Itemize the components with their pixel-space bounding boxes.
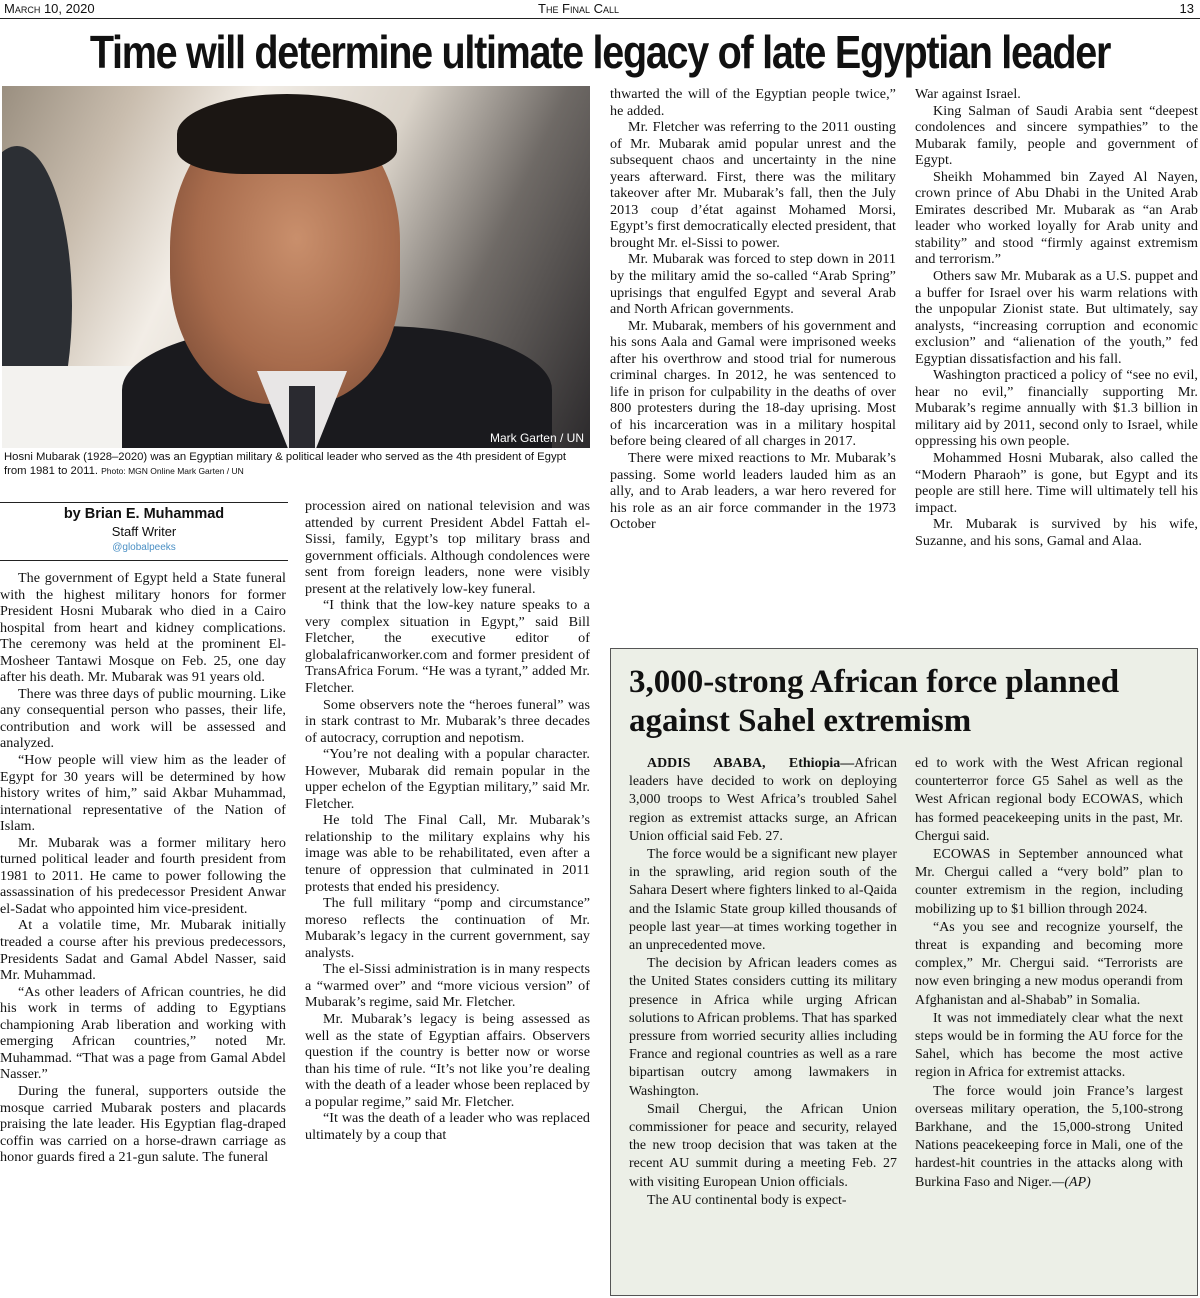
sidebar-story [610,648,1198,1296]
author-name: by Brian E. Muhammad [63,506,225,522]
page-number: 13 [1179,1,1194,16]
paragraph: “How people will view him as the leader of Egypt for 30 years will be determined by how history writes of him,” said Akbar Muhammad, international representative of the Nation of Islam. [0,752,286,835]
sidebar-column-2 [915,755,1183,1192]
paragraph: Mr. Mubarak was forced to step down in 2011 by the military amid the so-called “Arab Spring” uprisings that engulfed Egypt and several Arab and North African governments. [610,251,896,318]
paragraph: He told The Final Call, Mr. Mubarak’s relationship to the military explains why his image was able to be rehabilitated, even after a tenure of oppression that culminated in 2011 protests that ended his presidency. [305,812,590,895]
paragraph: Some observers note the “heroes funeral” was in stark contrast to Mr. Mubarak’s three decades of autocracy, corruption and nepotism. [305,696,590,746]
paragraph: During the funeral, supporters outside the mosque carried Mubarak posters and placards praising the late leader. His Egyptian flag-draped coffin was carried on a horse-drawn carriage as honor guards fired a 21-gun salute. The funeral [0,1082,286,1166]
paragraph: “As other leaders of African countries, he did his work in terms of adding to Egyptians championing Arab liberation and working with emerging African countries,” noted Mr. Muhammad. “That was a page from Gamal Abdel Nasser.” [0,983,286,1083]
byline [0,502,288,561]
paragraph: Sheikh Mohammed bin Zayed Al Nayen, crown prince of Abu Dhabi in the United Arab Emirates described Mr. Mubarak as “an Arab leader who worked loyally for Arab unity and stability” and stood “firmly against extremism and terrorism.” [915,168,1198,268]
paragraph: King Salman of Saudi Arabia sent “deepest condolences and sincere sympathies” to the Mubarak family, people and government of Egypt. [915,102,1198,169]
paragraph: The full military “pomp and circumstance” moreso reflects the continuation of Mr. Mubarak’s legacy in the current government, say analysts. [305,895,590,961]
caption-text: Hosni Mubarak (1928–2020) was an Egyptian military & political leader who served as the 4th president of Egypt from 1981 to 2011. [4,451,567,477]
paragraph: The government of Egypt held a State funeral with the highest military honors for former President Hosni Mubarak who died in a Cairo hospital from heart and kidney complications. The ceremony was held at the prominent El-Mosheer Tantawi Mosque on Feb. 25, one day after his death. Mr. Mubarak was 91 years old. [0,570,286,686]
paragraph: “I think that the low-key nature speaks to a very complex situation in Egypt,” said Bill Fletcher, the executive editor of globalafricanworker.com and former president of TransAfrica Forum. “He was a tyrant,” added Mr. Fletcher. [305,597,590,697]
paragraph: There were mixed reactions to Mr. Mubarak’s passing. Some world leaders lauded him as an ally, and to Arab leaders, a war hero revered for his role as an air force commander in the 1973 October [610,450,896,533]
photo-credit: Mark Garten / UN [489,431,584,445]
paragraph: Mr. Fletcher was referring to the 2011 ousting of Mr. Mubarak amid popular unrest and the subsequent chaos and uncertainty in the nine years afterward. First, there was the military takeover after Mr. Mubarak’s fall, then the July 2013 coup d’état against Mohamed Morsi, Egypt’s first democratically elected president, that brought Mr. el-Sissi to power. [610,119,896,251]
author-role: Staff Writer [111,524,177,539]
mubarak-photo [2,86,590,448]
paragraph: Mr. Mubarak was a former military hero turned political leader and fourth president from 1981 to 2011. He came to power following the assassination of his predecessor President Anwar el-Sadat who appointed him vice-president. [0,834,286,917]
paragraph: Mr. Mubarak is survived by his wife, Suzanne, and his sons, Gamal and Alaa. [915,516,1198,549]
paragraph: procession aired on national television and was attended by current President Abdel Fattah el-Sissi, family, Egypt’s top military brass and government officials. Although condolences were sent from foreign leaders, none were visibly present at the relatively low-key funeral. [305,498,590,597]
sidebar-column-1 [629,755,897,1210]
paragraph: The force would be a significant new player in the sprawling, arid region south of the Sahara Desert where fighters linked to al-Qaida and the Islamic State group killed thousands of people last year—at times working together in an unprecedented move. [629,847,897,954]
paragraph: “It was the death of a leader who was replaced ultimately by a coup that [305,1110,590,1143]
sidebar-headline: 3,000-strong African force planned against Sahel extremism [629,664,1120,739]
paragraph: “You’re not dealing with a popular character. However, Mubarak did remain popular in the upper echelon of the Egyptian military,” said Mr. Fletcher. [305,746,590,812]
caption-credit: Photo: MGN Online Mark Garten / UN [101,466,244,476]
paragraph: ECOWAS in September announced what Mr. Chergui called a “very bold” plan to counter extremism in the region, including mobilizing up to $1 billion through 2024. [915,847,1183,917]
paragraph: thwarted the will of the Egyptian people twice,” he added. [610,86,896,119]
article-column-1 [0,570,286,1166]
signoff: —(AP) [1051,1174,1091,1190]
article-column-2 [305,498,590,1143]
paper-name: The Final Call [538,1,620,16]
paragraph: ed to work with the West African regional counterterror force G5 Sahel as well as the West African regional body ECOWAS, which has formed peacekeeping units in the past, Mr. Chergui said. [915,756,1183,844]
paragraph-text: The force would join France’s largest overseas military operation, the 5,100-strong Barkhane, and the 15,000-strong United Nations peacekeeping force in Mali, one of the hardest-hit countries in the attacks along with Burkina Faso and Niger. [915,1083,1183,1190]
article-column-4 [915,86,1198,549]
paragraph: The decision by African leaders comes as the United States considers cutting its military presence in Africa while urging African solutions to African problems. That has sparked pressure from worried security allies including France and regional countries as well as a rare bipartisan outcry among lawmakers in Washington. [629,956,897,1099]
paragraph: Smail Chergui, the African Union commissioner for peace and security, relayed the new troop decision that was taken at the recent AU summit during a meeting Feb. 27 with visiting European Union officials. [629,1101,897,1190]
paragraph [629,755,897,846]
article-column-3 [610,86,896,533]
page-header [0,0,1200,19]
dateline: ADDIS ABABA, Ethiopia— [647,756,855,771]
paragraph: Washington practiced a policy of “see no evil, hear no evil,” financially supporting Mr. Mubarak’s regime annually with $1.3 billion in military aid by 2011, second only to Israel, while oppressing his own people. [915,367,1198,450]
author-handle[interactable]: @globalpeeks [112,542,176,553]
photo-caption [4,450,590,478]
paragraph: “As you see and recognize yourself, the threat is expanding and becoming more complex,” Mr. Chergui said. “Terrorists are now even bringing a new modus operandi from Afghanistan and al-Shabab” in Somalia. [915,919,1183,1008]
paragraph [915,1083,1183,1192]
paragraph-text: African leaders have decided to work on deploying 3,000 troops to West Africa’s troubled Sahel region as extremist attacks surge, an African Union official said Feb. 27. [629,756,897,844]
main-headline: Time will determine ultimate legacy of late Egyptian leader [89,26,1111,78]
issue-date: March 10, 2020 [4,1,95,16]
paragraph: It was not immediately clear what the next steps would be in forming the AU force for the Sahel, which has become the most active region in Africa for extremist attacks. [915,1010,1183,1081]
paragraph: The el-Sissi administration is in many respects a “warmed over” and “more vicious version” of Mubarak’s regime, said Mr. Fletcher. [305,961,590,1011]
paragraph: War against Israel. [915,86,1021,102]
paragraph: Mr. Mubarak, members of his government and his sons Aala and Gamal were imprisoned weeks after his overthrow and stood trial for numerous criminal charges. In 2012, he was sentenced to life in prison for culpability in the deaths of over 800 protesters during the 18-day uprising. Most of his incarceration was in a military hospital before being cleared of all charges in 2017. [610,317,896,450]
paragraph: There was three days of public mourning. Like any consequential person who passes, their life, contribution and work will be assessed and analyzed. [0,685,286,752]
paragraph: Mohammed Hosni Mubarak, also called the “Modern Pharaoh” is gone, but Egypt and its people are still here. Time will ultimately tell his impact. [915,450,1198,516]
paragraph: Others saw Mr. Mubarak as a U.S. puppet and a buffer for Israel over his warm relations with the unpopular Zionist state. But ultimately, say analysts, “increasing corruption and economic exclusion” and “alienation of the youth,” fed Egyptian dissatisfaction and his fall. [915,268,1198,367]
paragraph: Mr. Mubarak’s legacy is being assessed as well as the state of Egyptian affairs. Observers question if the country is better now or worse than his time of rule. “It’s not like you’re dealing with the death of a leader whose been replaced by a popular regime,” said Mr. Fletcher. [305,1010,590,1110]
paragraph: At a volatile time, Mr. Mubarak initially treaded a course after his previous predecessors, Presidents Sadat and Gamal Abdel Nasser, said Mr. Muhammad. [0,917,286,984]
paragraph: The AU continental body is expect- [647,1192,847,1208]
